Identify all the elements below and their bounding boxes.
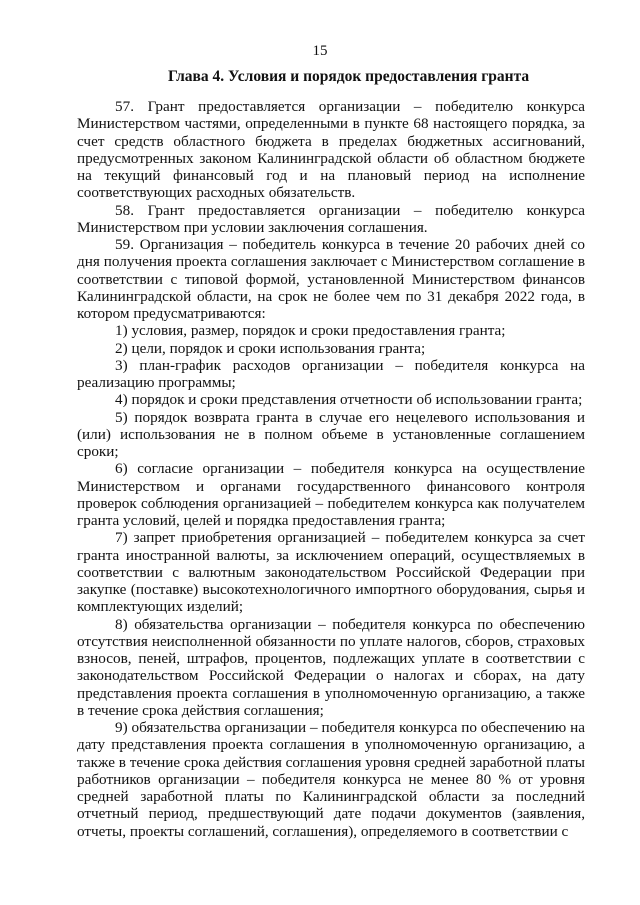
paragraph-58: 58. Грант предоставляется организации – победителю конкурса Министерством при условии заключения соглашения. bbox=[77, 201, 585, 236]
list-item-6: 6) согласие организации – победителя конкурса на осуществление Министерством и органами государственного финансового контроля проверок соблюдения организацией – победителем конкурса как получателем гранта условий, целей и порядка предоставления гранта; bbox=[77, 460, 585, 529]
list-item-7: 7) запрет приобретения организацией – победителем конкурса за счет гранта иностранной валюты, за исключением операций, осуществляемых в соответствии с валютным законодательством Российской Федерации при закупке (поставке) высокотехнологичного импортного оборудования, сырья и комплектующих изделий; bbox=[77, 529, 585, 616]
paragraph-59: 59. Организация – победитель конкурса в течение 20 рабочих дней со дня получения проекта соглашения заключает с Министерством соглашение в соответствии с типовой формой, установленной Министерством финансов Калининградской области, на срок не более чем по 31 декабря 2022 года, в котором предусматриваются: bbox=[77, 236, 585, 322]
list-item-8: 8) обязательства организации – победителя конкурса по обеспечению отсутствия неисполненной обязанности по уплате налогов, сборов, страховых взносов, пеней, штрафов, процентов, подлежащих уплате в соответствии с законодательством Российской Федерации о налогах и сборах, на дату представления проекта соглашения в уполномоченную организацию, а также в течение срока действия соглашения; bbox=[77, 615, 585, 719]
list-item-9: 9) обязательства организации – победителя конкурса по обеспечению на дату представления проекта соглашения в уполномоченную организацию, а также в течение срока действия соглашения уровня средней заработной платы работников организации – победителя конкурса не менее 80 % от уровня средней заработной платы по Калининградской области за последний отчетный период, предшествующий дате подачи документов (заявления, отчеты, проекты соглашений, соглашения), определяемого в соответствии с bbox=[77, 719, 585, 840]
chapter-title: Глава 4. Условия и порядок предоставления гранта bbox=[168, 68, 530, 85]
paragraph-57: 57. Грант предоставляется организации – победителю конкурса Министерством частями, определенными в пункте 68 настоящего порядка, за счет средств областного бюджета в пределах бюджетных ассигнований, предусмотренных законом Калининградской области об областном бюджете на текущий финансовый год и на плановый период на исполнение соответствующих расходных обязательств. bbox=[77, 98, 585, 202]
list-item-3: 3) план-график расходов организации – победителя конкурса на реализацию программы; bbox=[77, 356, 585, 391]
page-number: 15 bbox=[312, 43, 328, 59]
list-item-2: 2) цели, порядок и сроки использования гранта; bbox=[115, 339, 426, 357]
list-item-5: 5) порядок возврата гранта в случае его нецелевого использования и (или) использования не в полном объеме в установленные соглашением сроки; bbox=[77, 408, 585, 460]
body-text bbox=[77, 98, 585, 840]
list-item-1: 1) условия, размер, порядок и сроки предоставления гранта; bbox=[115, 322, 506, 340]
list-item-4: 4) порядок и сроки представления отчетности об использовании гранта; bbox=[115, 391, 583, 409]
